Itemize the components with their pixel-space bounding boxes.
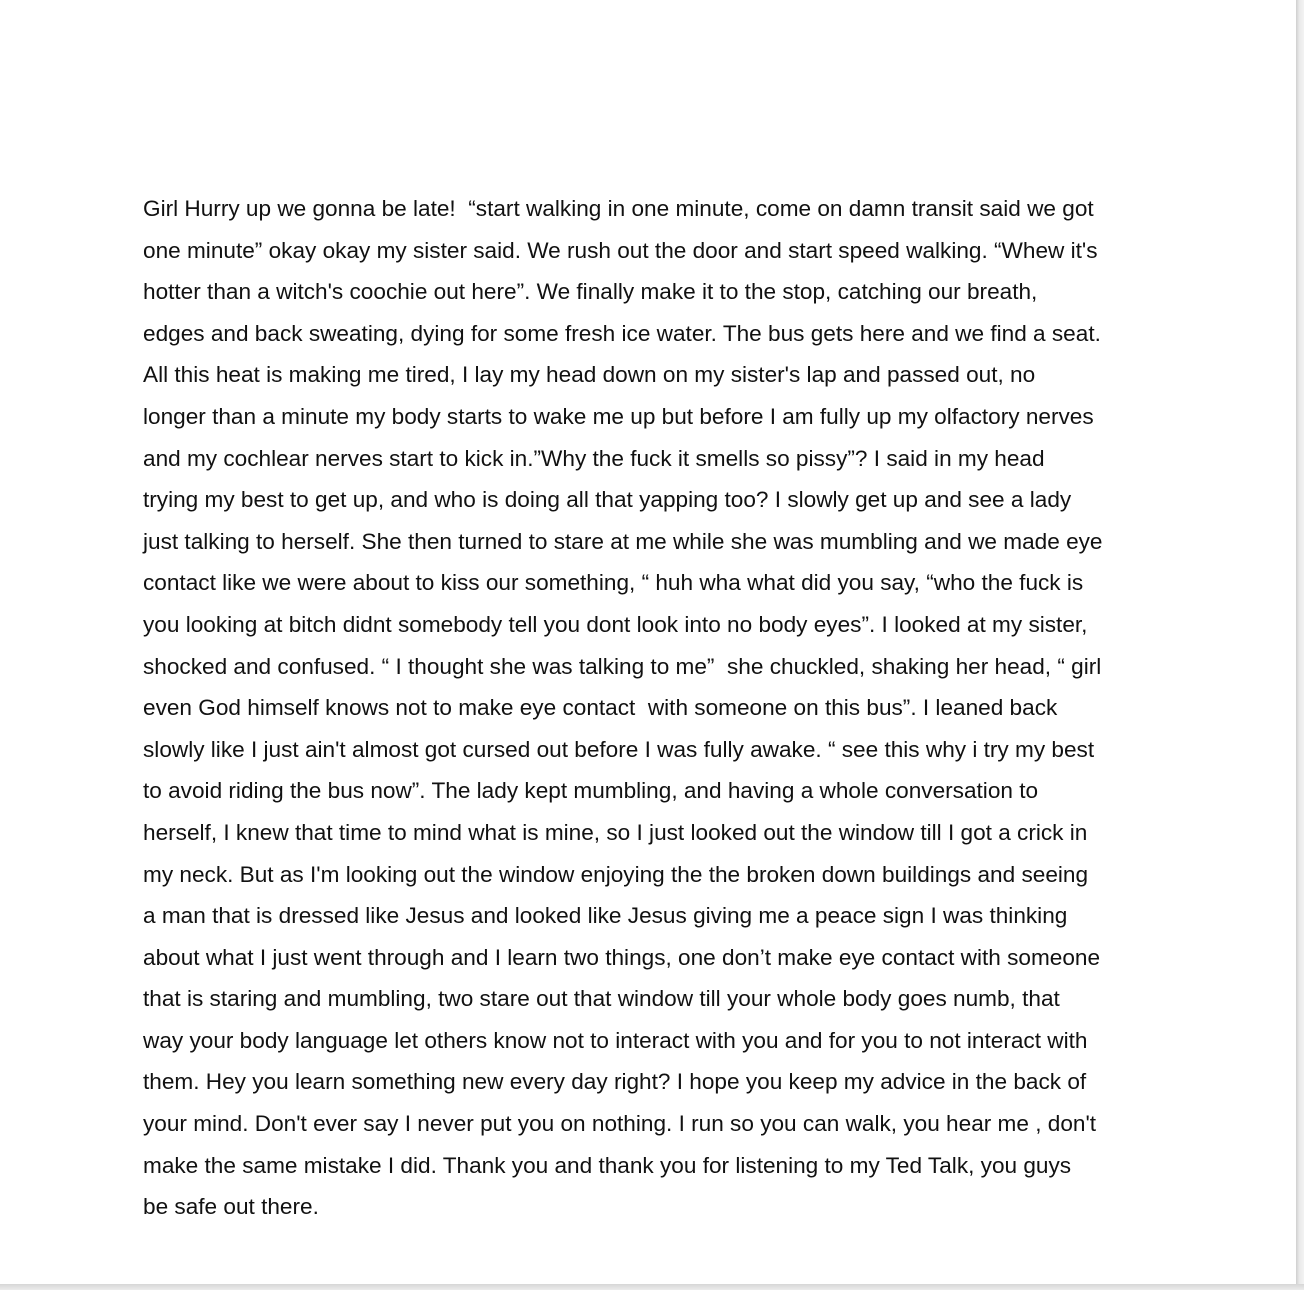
- body-paragraph: [143, 188, 1183, 1228]
- text-line: edges and back sweating, dying for some fresh ice water. The bus gets here and we find a seat.: [143, 320, 1101, 346]
- text-line: even God himself knows not to make eye contact with someone on this bus”. I leaned back: [143, 695, 1058, 721]
- text-line: your mind. Don't ever say I never put you on nothing. I run so you can walk, you hear me , don't: [143, 1111, 1097, 1137]
- text-line: All this heat is making me tired, I lay my head down on my sister's lap and passed out, no: [143, 362, 1036, 388]
- page-edge-shadow-right: [1296, 0, 1304, 1290]
- text-line: my neck. But as I'm looking out the window enjoying the the broken down buildings and seeing: [143, 861, 1089, 887]
- text-line: just talking to herself. She then turned to stare at me while she was mumbling and we made eye: [143, 528, 1103, 554]
- text-line: shocked and confused. “ I thought she was talking to me” she chuckled, shaking her head, “ girl: [143, 653, 1102, 679]
- text-line: that is staring and mumbling, two stare out that window till your whole body goes numb, that: [143, 986, 1060, 1012]
- text-line: them. Hey you learn something new every day right? I hope you keep my advice in the back of: [143, 1069, 1087, 1095]
- text-line: slowly like I just ain't almost got cursed out before I was fully awake. “ see this why i try my best: [143, 736, 1095, 762]
- text-line: contact like we were about to kiss our something, “ huh wha what did you say, “who the fuck is: [143, 570, 1084, 596]
- text-line: herself, I knew that time to mind what is mine, so I just looked out the window till I got a crick in: [143, 819, 1088, 845]
- text-line: one minute” okay okay my sister said. We rush out the door and start speed walking. “Whew it's: [143, 237, 1098, 263]
- text-line: way your body language let others know not to interact with you and for you to not interact with: [143, 1027, 1088, 1053]
- text-line: hotter than a witch's coochie out here”. We finally make it to the stop, catching our breath,: [143, 279, 1038, 305]
- text-line: Girl Hurry up we gonna be late! “start walking in one minute, come on damn transit said we got: [143, 196, 1094, 221]
- text-line: longer than a minute my body starts to wake me up but before I am fully up my olfactory nerves: [143, 403, 1094, 429]
- page-edge-shadow-bottom: [0, 1284, 1304, 1290]
- text-line: about what I just went through and I learn two things, one don’t make eye contact with someone: [143, 944, 1101, 970]
- text-line: be safe out there.: [143, 1194, 319, 1220]
- text-line: trying my best to get up, and who is doing all that yapping too? I slowly get up and see a lady: [143, 487, 1072, 513]
- text-line: to avoid riding the bus now”. The lady kept mumbling, and having a whole conversation to: [143, 778, 1039, 804]
- text-line: a man that is dressed like Jesus and looked like Jesus giving me a peace sign I was thinking: [143, 903, 1068, 929]
- text-line: you looking at bitch didnt somebody tell you dont look into no body eyes”. I looked at my sister,: [143, 611, 1088, 637]
- text-line: make the same mistake I did. Thank you and thank you for listening to my Ted Talk, you guys: [143, 1152, 1072, 1178]
- text-line: and my cochlear nerves start to kick in.”Why the fuck it smells so pissy”? I said in my head: [143, 445, 1045, 471]
